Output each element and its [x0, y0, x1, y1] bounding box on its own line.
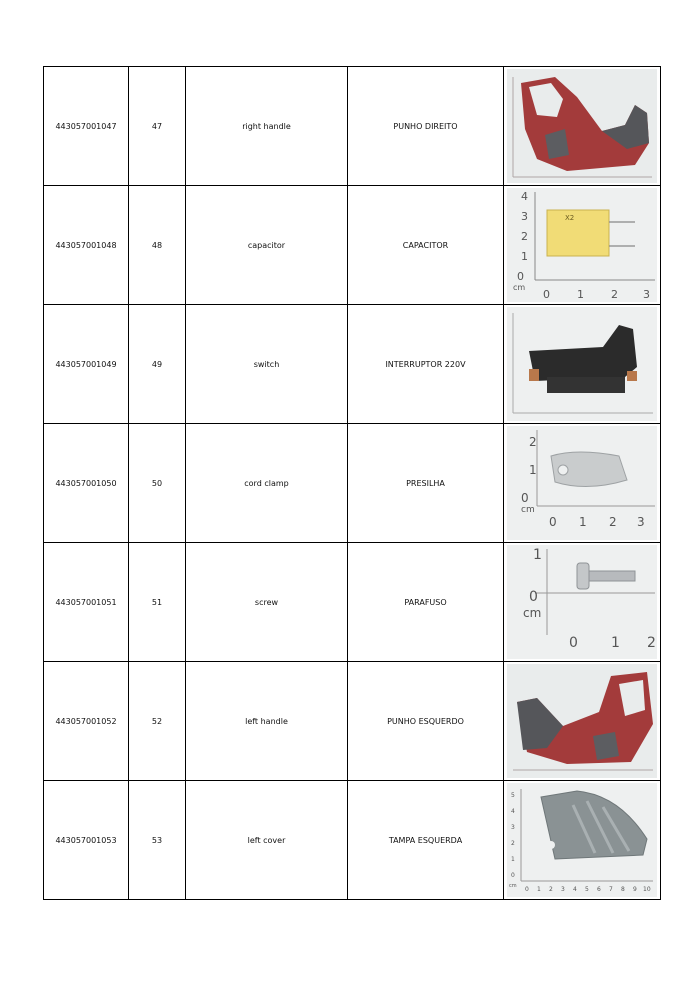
ruler-vertical-label: 0 [529, 589, 538, 605]
switch-photo [507, 307, 657, 421]
ruler-horizontal-label: 3 [561, 886, 565, 893]
ruler-horizontal-label: 6 [597, 886, 601, 893]
ruler-horizontal-label: 4 [573, 886, 577, 893]
part-code: 443057001053 [44, 781, 129, 900]
ruler-horizontal-label: 5 [585, 886, 589, 893]
part-name-portuguese: PRESILHA [348, 424, 504, 543]
table-row [44, 781, 661, 900]
part-name-english: capacitor [186, 186, 348, 305]
part-number: 49 [129, 305, 186, 424]
ruler-horizontal-label: 1 [537, 886, 541, 893]
ruler-vertical-label: 2 [521, 230, 528, 243]
capacitor-label: X2 [565, 214, 575, 222]
part-name-portuguese: PUNHO DIREITO [348, 67, 504, 186]
ruler-vertical-label: 5 [511, 792, 515, 799]
ruler-vertical-label: 1 [529, 463, 537, 477]
left-cover-photo [507, 783, 657, 897]
part-name-english: left handle [186, 662, 348, 781]
ruler-horizontal-label: 8 [621, 886, 625, 893]
ruler-horizontal-label: 1 [611, 635, 620, 651]
part-name-portuguese: INTERRUPTOR 220V [348, 305, 504, 424]
ruler-unit-label: cm [521, 505, 535, 515]
table-row [44, 543, 661, 662]
ruler-horizontal-label: 1 [577, 288, 584, 301]
capacitor-photo [507, 188, 657, 302]
part-name-portuguese: TAMPA ESQUERDA [348, 781, 504, 900]
part-code: 443057001052 [44, 662, 129, 781]
part-name-english: cord clamp [186, 424, 348, 543]
part-name-english: screw [186, 543, 348, 662]
table-row [44, 662, 661, 781]
part-name-english: left cover [186, 781, 348, 900]
ruler-vertical-label: 3 [521, 210, 528, 223]
table-row [44, 424, 661, 543]
ruler-horizontal-label: 9 [633, 886, 637, 893]
ruler-horizontal-label: 0 [543, 288, 550, 301]
part-number: 53 [129, 781, 186, 900]
ruler-horizontal-label: 7 [609, 886, 613, 893]
part-code: 443057001050 [44, 424, 129, 543]
part-name-portuguese: PARAFUSO [348, 543, 504, 662]
part-name-portuguese: CAPACITOR [348, 186, 504, 305]
ruler-horizontal-label: 3 [643, 288, 650, 301]
ruler-vertical-label: 2 [511, 840, 515, 847]
part-number: 52 [129, 662, 186, 781]
part-number: 48 [129, 186, 186, 305]
ruler-horizontal-label: 2 [609, 515, 617, 529]
part-name-english: right handle [186, 67, 348, 186]
ruler-vertical-label: 0 [517, 270, 524, 283]
ruler-vertical-label: 4 [511, 808, 515, 815]
ruler-horizontal-label: 1 [579, 515, 587, 529]
ruler-vertical-label: 0 [521, 491, 529, 505]
part-number: 50 [129, 424, 186, 543]
ruler-unit-label: cm [509, 883, 517, 889]
part-number: 51 [129, 543, 186, 662]
ruler-horizontal-label: 0 [525, 886, 529, 893]
ruler-vertical-label: 1 [511, 856, 515, 863]
part-code: 443057001049 [44, 305, 129, 424]
screw-photo [507, 545, 657, 659]
part-name-english: switch [186, 305, 348, 424]
ruler-vertical-label: 3 [511, 824, 515, 831]
part-code: 443057001047 [44, 67, 129, 186]
parts-table [43, 66, 661, 900]
ruler-horizontal-label: 0 [549, 515, 557, 529]
part-code: 443057001051 [44, 543, 129, 662]
left-handle-photo [507, 664, 657, 778]
ruler-vertical-label: 1 [521, 250, 528, 263]
ruler-horizontal-label: 10 [643, 886, 651, 893]
ruler-vertical-label: 4 [521, 190, 528, 203]
ruler-horizontal-label: 0 [569, 635, 578, 651]
right-handle-photo [507, 69, 657, 183]
ruler-vertical-label: 2 [529, 435, 537, 449]
ruler-unit-label: cm [513, 283, 526, 292]
ruler-vertical-label: 0 [511, 872, 515, 879]
ruler-unit-label: cm [523, 606, 542, 620]
table-row [44, 186, 661, 305]
part-name-portuguese: PUNHO ESQUERDO [348, 662, 504, 781]
table-row [44, 67, 661, 186]
table-row [44, 305, 661, 424]
ruler-horizontal-label: 3 [637, 515, 645, 529]
part-code: 443057001048 [44, 186, 129, 305]
cord-clamp-photo [507, 426, 657, 540]
ruler-horizontal-label: 2 [549, 886, 553, 893]
ruler-vertical-label: 1 [533, 547, 542, 563]
part-number: 47 [129, 67, 186, 186]
ruler-horizontal-label: 2 [611, 288, 618, 301]
ruler-horizontal-label: 2 [647, 635, 656, 651]
